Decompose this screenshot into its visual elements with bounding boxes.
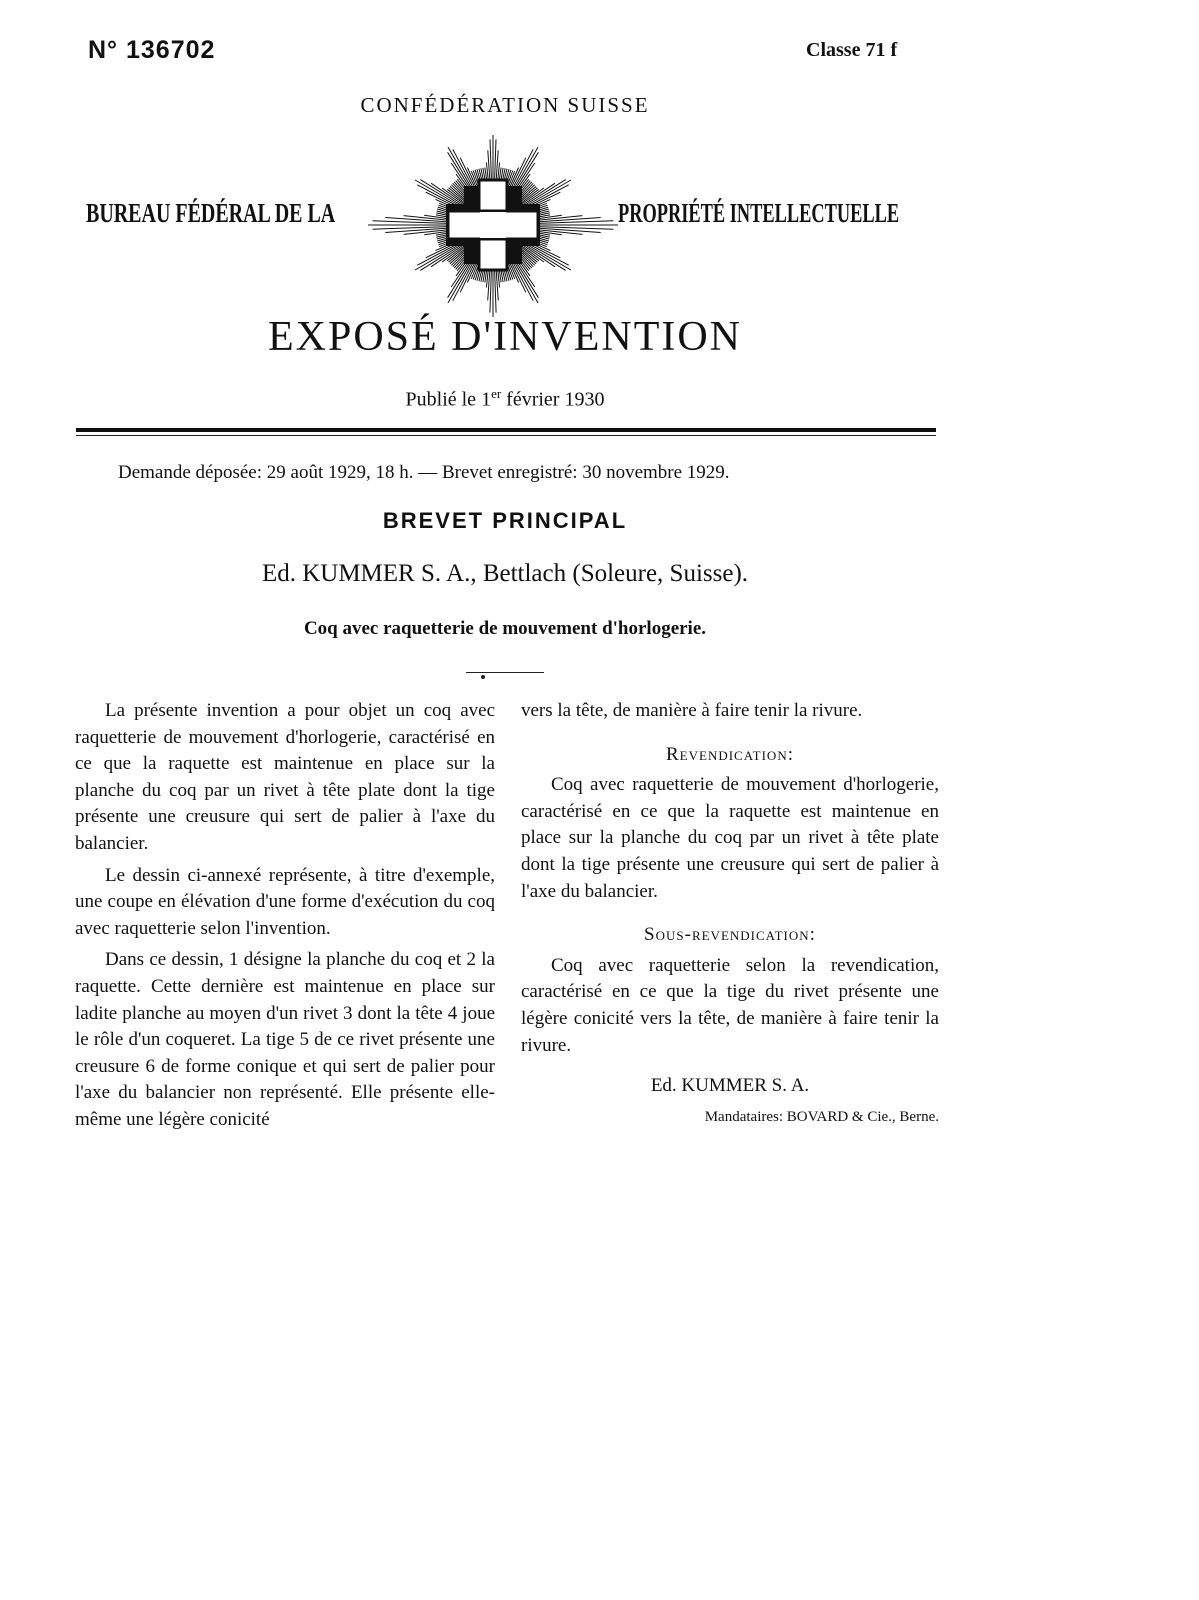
- section-divider: [466, 672, 544, 673]
- description-paragraph-3: Dans ce dessin, 1 désigne la planche du coq et 2 la raquette. Cette dernière est maintenue en place sur ladite planche au moyen d'un rivet 3 dont la tête 4 joue le rôle d'un coqueret. La tige 5 de ce rivet présente une creusure 6 de forme conique et qui sert de palier pour l'axe du balancier non représenté. Elle présente elle-même une légère conicité: [75, 949, 495, 1130]
- patent-number: N° 136702: [88, 36, 216, 64]
- agents-line: Mandataires: BOVARD & Cie., Berne.: [704, 1108, 939, 1125]
- patent-type: BREVET PRINCIPAL: [382, 508, 628, 533]
- document-title: EXPOSÉ D'INVENTION: [267, 314, 743, 360]
- publication-suffix: février 1930: [501, 388, 605, 411]
- publication-date: [0, 386, 1010, 412]
- subclaim-text: Coq avec raquetterie selon la revendication, caractérisé en ce que la tige du rivet présente une légère conicité vers la tête, de manière à faire tenir la rivure.: [521, 954, 939, 1056]
- patent-class: Classe 71 f: [806, 39, 898, 61]
- invention-title: Coq avec raquetterie de mouvement d'horlogerie.: [303, 618, 707, 639]
- header-rule-thick: [76, 428, 936, 432]
- bureau-label-left: BUREAU FÉDÉRAL DE LA: [86, 198, 336, 228]
- description-paragraph-1: La présente invention a pour objet un coq avec raquetterie de mouvement d'horlogerie, caractérisé en ce que la raquette est maintenue en place sur la planche du coq par un rivet à tête plate dont la tige présente une creusure qui sert de palier à l'axe du balancier.: [75, 700, 495, 854]
- swiss-cross-emblem-icon: [368, 130, 618, 320]
- claim-text: Coq avec raquetterie de mouvement d'horlogerie, caractérisé en ce que la raquette est maintenue en place sur la planche du coq par un rivet à tête plate dont la tige présente une creusure qui sert de palier à l'axe du balancier.: [521, 774, 939, 902]
- right-column: [521, 698, 939, 1130]
- claim-heading: Revendication:: [666, 743, 794, 765]
- patent-owner: Ed. KUMMER S. A., Bettlach (Soleure, Suisse).: [261, 560, 749, 587]
- confederation-heading: CONFÉDÉRATION SUISSE: [360, 93, 650, 117]
- description-paragraph-2: Le dessin ci-annexé représente, à titre d'exemple, une coupe en élévation d'une forme d'exécution du coq avec raquetterie selon l'invention.: [75, 864, 495, 939]
- publication-sup: er: [491, 386, 502, 401]
- subclaim-heading: Sous-revendication:: [644, 924, 816, 946]
- description-continuation: vers la tête, de manière à faire tenir la rivure.: [521, 700, 863, 721]
- bureau-label-right: PROPRIÉTÉ INTELLECTUELLE: [618, 198, 900, 228]
- section-divider-dot: [481, 675, 485, 679]
- publication-prefix: Publié le 1: [405, 388, 492, 411]
- filing-dates: Demande déposée: 29 août 1929, 18 h. — Brevet enregistré: 30 novembre 1929.: [118, 462, 730, 483]
- left-column: [75, 698, 495, 1134]
- header-rule-thin: [76, 435, 936, 436]
- signature: Ed. KUMMER S. A.: [650, 1075, 810, 1097]
